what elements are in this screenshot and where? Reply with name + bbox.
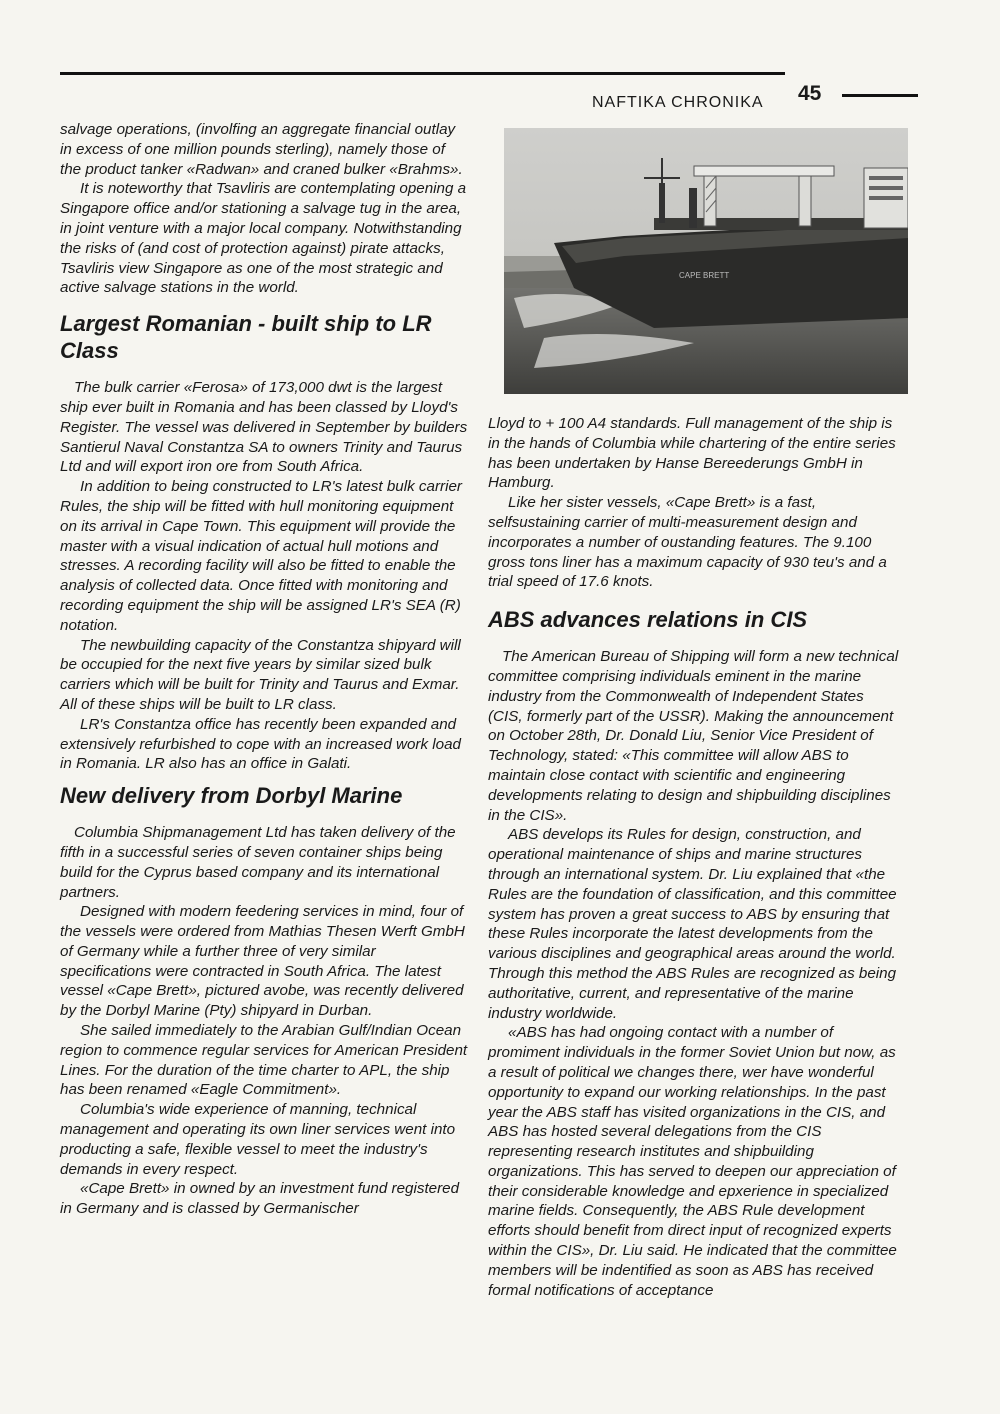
ship-icon	[504, 128, 908, 394]
article-paragraph: Columbia Shipmanagement Ltd has taken delivery of the fifth in a successful series of seven container ships being build for the Cyprus based company and its international partners.	[60, 824, 456, 901]
article-paragraph: The American Bureau of Shipping will form a new technical committee comprising individuals eminent in the marine industry from the Commonwealth of Independent States (CIS, formerly part of the USSR). Making the announcement on October 28th, Dr. Donald Liu, Senior Vice President of Technology, stated: «This committee will allow ABS to maintain close contact with scientific and engineering developments relating to design and shipbuilding disciplines in the CIS».	[488, 648, 899, 824]
intro-paragraph-2: It is noteworthy that Tsavliris are contemplating opening a Singapore office and/or stationing a salvage tug in the area, in joint venture with a major local company. Notwithstanding the risks of (and cost of protection against) pirate attacks, Tsavliris view Singapore as one of the most strategic and active salvage stations in the world.	[60, 180, 467, 297]
article-paragraph: The bulk carrier «Ferosa» of 173,000 dwt is the largest ship ever built in Romania and has been classed by Lloyd's Register. The vessel was delivered in September by builders Santierul Naval Constantza SA to owners Trinity and Taurus Ltd and will export iron ore from South Africa.	[60, 379, 468, 476]
hull-name: CAPE BRETT	[679, 271, 730, 280]
publication-title: NAFTIKA CHRONIKA	[592, 94, 764, 111]
left-column	[60, 120, 470, 1219]
article-heading-abs-cis: ABS advances relations in CIS	[488, 607, 808, 633]
header-rule-right	[842, 94, 918, 97]
article-paragraph: «Cape Brett» in owned by an investment fund registered in Germany and is classed by Germanischer	[60, 1180, 460, 1218]
article-paragraph: The newbuilding capacity of the Constantza shipyard will be occupied for the next five years by similar sized bulk carriers which will be built for Trinity and Taurus and Exmar. All of these ships will be built to LR class.	[60, 636, 461, 713]
intro-paragraph: salvage operations, (involfing an aggregate financial outlay in excess of one million pounds sterling), namely those of the product tanker «Radwan» and craned bulker «Brahms».	[60, 121, 463, 178]
article-paragraph: Designed with modern feedering services in mind, four of the vessels were ordered from Mathias Thesen Werft GmbH of Germany while a further three of very similar specifications were contracted in South Africa. The latest vessel «Cape Brett», pictured avobe, was recently delivered by the Dorbyl Marine (Pty) shipyard in Durban.	[60, 903, 465, 1020]
article-heading-dorbyl-marine: New delivery from Dorbyl Marine	[60, 783, 403, 809]
article-heading-romanian-ship: Largest Romanian - built ship to LR Class	[60, 311, 432, 364]
article-paragraph: Lloyd to + 100 A4 standards. Full management of the ship is in the hands of Columbia while chartering of the entire series has been undertaken by Hanse Bereederungs GmbH in Hamburg.	[488, 415, 896, 492]
article-paragraph: LR's Constantza office has recently been expanded and extensively refurbished to cope with an increased work load in Romania. LR also has an office in Galati.	[60, 715, 462, 773]
article-paragraph: In addition to being constructed to LR's latest bulk carrier Rules, the ship will be fitted with hull monitoring equipment on its arrival in Cape Town. This equipment will provide the master with a visual indication of actual hull motions and stresses. A recording facility will also be fitted to enable the analysis of collected data. Once fitted with monitoring and recording equipment the ship will be assigned LR's SEA (R) notation.	[60, 478, 462, 634]
page-number: 45	[798, 82, 822, 105]
header-rule-left	[60, 72, 785, 75]
article-paragraph: Like her sister vessels, «Cape Brett» is a fast, selfsustaining carrier of multi-measurement design and incorporates a number of oustanding features. The 9.100 gross tons liner has a maximum capacity of 930 teu's and a trial speed of 17.6 knots.	[488, 494, 887, 591]
article-paragraph: She sailed immediately to the Arabian Gulf/Indian Ocean region to commence regular services for American President Lines. For the duration of the time charter to APL, the ship has been renamed «Eagle Commitment».	[60, 1022, 468, 1099]
ship-photo	[504, 128, 908, 394]
article-paragraph: ABS develops its Rules for design, construction, and operational maintenance of ships and marine structures through an international system. Dr. Liu explained that «the Rules are the foundation of classification, and this committee system has proven a great success to ABS by ensuring that these Rules incorporate the latest developments from the various disciplines and geographical areas around the world. Through this method the ABS Rules are recognized as being authoritative, current, and representative of the marine industry worldwide.	[488, 826, 897, 1022]
article-paragraph: Columbia's wide experience of manning, technical management and operating its own liner services went into producting a safe, flexible vessel to meet the industry's demands in every respect.	[60, 1101, 456, 1178]
right-column	[488, 414, 900, 1300]
article-paragraph: «ABS has had ongoing contact with a number of promiment individuals in the former Soviet Union but now, as a result of political we changes there, wer have wonderful opportunity to expand our working relationships. In the past year the ABS staff has visited organizations in the CIS, and ABS has hosted several delegations from the CIS representing research institutes and shipbuilding organizations. This has served to deepen our appreciation of their considerable knowledge and epxerience in specialized marine fields. Consequently, the ABS Rule development efforts should benefit from direct input of recognized experts within the CIS», Dr. Liu said. He indicated that the committee members will be indentified as soon as ABS has received formal notifications of acceptance	[488, 1024, 897, 1299]
